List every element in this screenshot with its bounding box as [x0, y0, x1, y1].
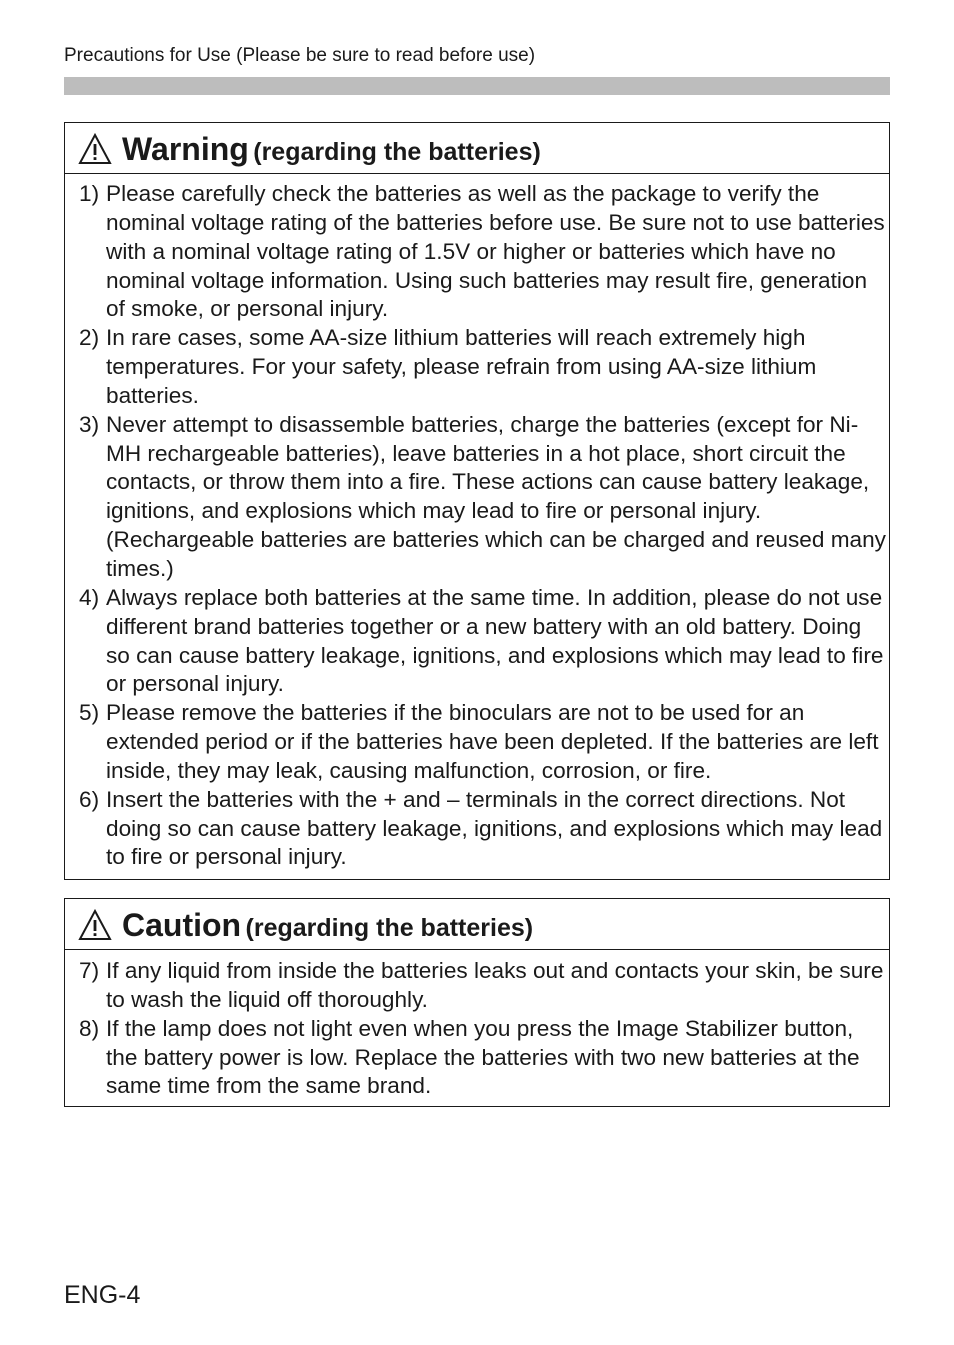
warning-triangle-icon	[78, 909, 112, 941]
warning-title	[122, 129, 541, 172]
caution-list	[79, 957, 887, 1101]
item-text: If any liquid from inside the batteries leaks out and contacts your skin, be sure to wash the liquid off thoroughly.	[106, 958, 884, 1012]
item-number: 1)	[79, 181, 100, 206]
item-text: Please remove the batteries if the binoculars are not to be used for an extended period or if the batteries have been depleted. If the batteries are left inside, they may leak, causing malfunction, corrosion, or fire.	[106, 700, 879, 783]
page-number: ENG-4	[64, 1281, 141, 1309]
item-text: Please carefully check the batteries as well as the package to verify the nominal voltage rating of the batteries before use. Be sure not to use batteries with a nominal voltage rating of 1.5V or higher or batteries which have no nominal voltage information. Using such batteries may result fire, generation of smoke, or personal injury.	[106, 181, 885, 322]
item-number: 5)	[79, 700, 100, 726]
warning-title-main: Warning	[122, 131, 249, 167]
item-text: If the lamp does not light even when you press the Image Stabilizer button, the battery power is low. Replace the batteries with two new batteries at the same time from the same brand.	[106, 1015, 860, 1099]
item-number: 3)	[79, 411, 100, 437]
warning-triangle-icon	[78, 133, 112, 165]
list-item	[79, 1015, 887, 1102]
item-number: 2)	[79, 325, 100, 351]
header-bar	[64, 77, 890, 95]
list-item	[79, 411, 887, 584]
warning-title-sub: (regarding the batteries)	[253, 138, 541, 166]
list-item	[79, 957, 887, 1015]
list-item	[79, 584, 887, 699]
list-item	[79, 699, 887, 786]
item-text: In rare cases, some AA-size lithium batteries will reach extremely high temperatures. For your safety, please refrain from using AA-size lithium batteries.	[106, 325, 817, 408]
item-number: 6)	[79, 786, 100, 812]
warning-box	[64, 122, 890, 880]
list-item	[79, 786, 887, 873]
caution-title-main: Caution	[122, 907, 242, 943]
list-item	[79, 324, 887, 411]
caution-box	[64, 898, 890, 1107]
warning-heading	[65, 123, 889, 174]
item-number: 4)	[79, 584, 100, 610]
warning-list	[79, 180, 887, 872]
item-number: 8)	[79, 1015, 100, 1041]
item-text: Never attempt to disassemble batteries, charge the batteries (except for Ni-MH rechargeable batteries), leave batteries in a hot place, short circuit the contacts, or throw them into a fire. These actions can cause battery leakage, ignitions, and explosions which may lead to fire or personal injury. (Rechargeable batteries are batteries which can be charged and reused many times.)	[106, 411, 886, 581]
item-text: Insert the batteries with the + and – terminals in the correct directions. Not doing so can cause battery leakage, ignitions, and explosions which may lead to fire or personal injury.	[106, 786, 883, 870]
item-text: Always replace both batteries at the same time. In addition, please do not use different brand batteries together or a new battery with an old battery. Doing so can cause battery leakage, ignitions, and explosions which may lead to fire or personal injury.	[106, 584, 884, 697]
item-number: 7)	[79, 958, 100, 983]
caution-title-sub: (regarding the batteries)	[245, 914, 534, 942]
page-header: Precautions for Use (Please be sure to read before use)	[64, 45, 536, 66]
caution-heading	[65, 899, 889, 950]
list-item	[79, 180, 887, 324]
caution-title	[122, 905, 533, 948]
